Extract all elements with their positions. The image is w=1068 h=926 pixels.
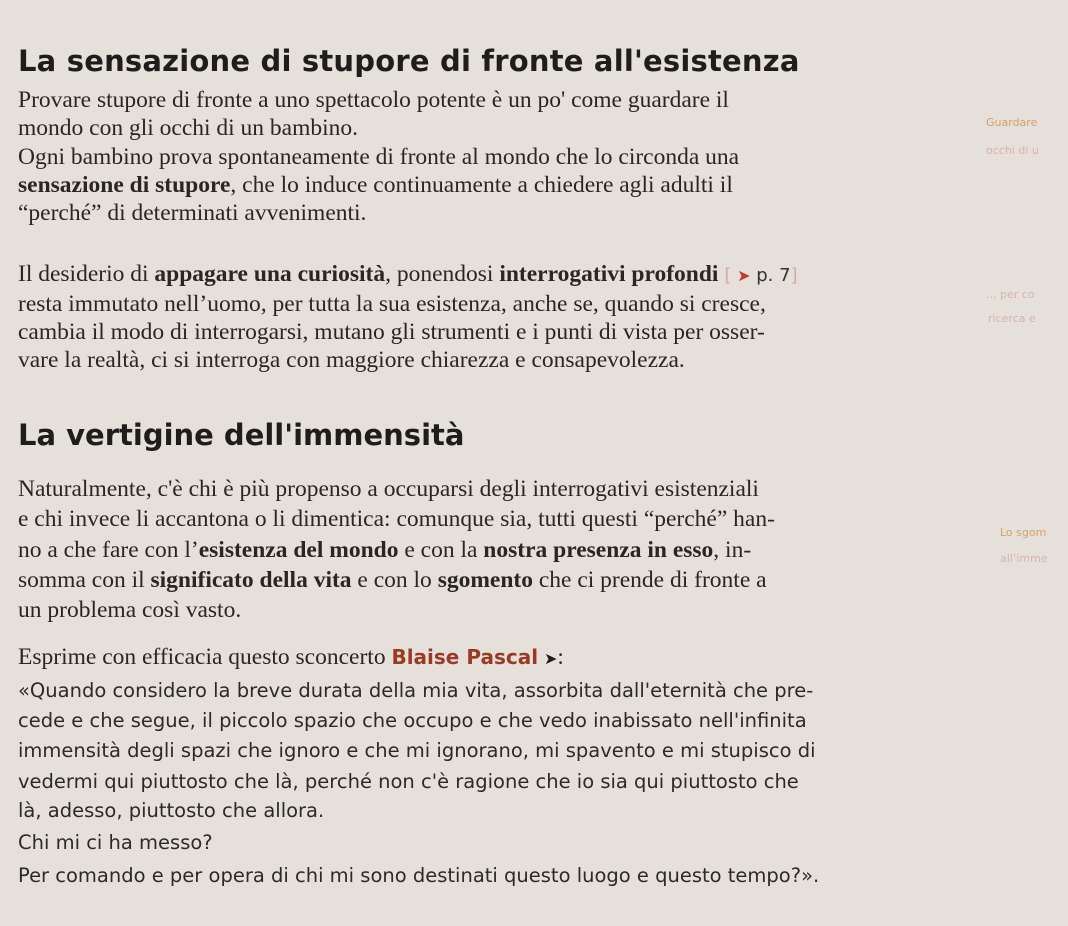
margin-note: Lo sgom	[1000, 526, 1047, 539]
paragraph-line: Esprime con efficacia questo sconcerto Blaise Pascal ➤:	[18, 644, 564, 670]
paragraph-line: vare la realtà, ci si interroga con maggiore chiarezza e consapevolezza.	[18, 347, 685, 373]
author-link-pascal[interactable]: Blaise Pascal	[391, 645, 539, 669]
quote-line: immensità degli spazi che ignoro e che mi ignorano, mi spavento e mi stupisco di	[18, 739, 816, 762]
paragraph-line: mondo con gli occhi di un bambino.	[18, 115, 359, 141]
bold-term: sensazione di stupore	[18, 172, 231, 198]
margin-note: occhi di u	[986, 144, 1039, 157]
quote-line: là, adesso, piuttosto che allora.	[18, 799, 325, 822]
bold-term: interrogativi profondi	[499, 261, 719, 287]
bold-term: esistenza del mondo	[198, 537, 399, 563]
margin-note: all’imme	[1000, 552, 1048, 565]
bold-term: significato della vita	[150, 567, 352, 593]
quote-line: Per comando e per opera di chi mi sono destinati questo luogo e questo tempo?».	[18, 864, 820, 887]
paragraph-line: e chi invece li accantona o li dimentica: comunque sia, tutti questi “perché” han-	[18, 506, 775, 532]
margin-note: Guardare	[986, 116, 1038, 129]
bold-term: nostra presenza in esso	[483, 537, 714, 563]
page-reference[interactable]: [ ➤ p. 7]	[724, 265, 798, 286]
paragraph-line: no a che fare con l’esistenza del mondo e con la nostra presenza in esso, in-	[18, 537, 752, 563]
paragraph-line: un problema così vasto.	[18, 597, 242, 623]
paragraph-line: somma con il significato della vita e con lo sgomento che ci prende di fronte a	[18, 567, 767, 593]
arrow-right-icon: ➤	[543, 651, 558, 668]
bold-term: appagare una curiosità	[154, 261, 386, 287]
paragraph-line: “perché” di determinati avvenimenti.	[18, 200, 367, 226]
paragraph-line: cambia il modo di interrogarsi, mutano gli strumenti e i punti di vista per osser-	[18, 319, 765, 345]
quote-line: cede e che segue, il piccolo spazio che occupo e che vedo inabissato nell'infinita	[18, 709, 807, 732]
paragraph-line: Ogni bambino prova spontaneamente di fronte al mondo che lo circonda una	[18, 144, 740, 170]
paragraph-line: resta immutato nell’uomo, per tutta la sua esistenza, anche se, quando si cresce,	[18, 291, 766, 317]
bold-term: sgomento	[437, 567, 533, 593]
quote-line: Chi mi ci ha messo?	[18, 831, 213, 854]
arrow-right-icon: ➤	[737, 266, 751, 285]
section-title-vertigine: La vertigine dell'immensità	[18, 418, 465, 452]
paragraph-line: Provare stupore di fronte a uno spettacolo potente è un po' come guardare il	[18, 87, 729, 113]
margin-note: ... per co	[986, 288, 1035, 301]
paragraph-line: Il desiderio di appagare una curiosità, ponendosi interrogativi profondi [ ➤ p. 7]	[18, 261, 798, 287]
quote-line: vedermi qui piuttosto che là, perché non c'è ragione che io sia qui piuttosto che	[18, 770, 799, 793]
margin-note: ricerca e	[988, 312, 1036, 325]
section-title-stupore: La sensazione di stupore di fronte all'esistenza	[18, 44, 800, 78]
paragraph-line: sensazione di stupore, che lo induce continuamente a chiedere agli adulti il	[18, 172, 733, 198]
quote-line: «Quando considero la breve durata della mia vita, assorbita dall'eternità che pre-	[18, 679, 814, 702]
paragraph-line: Naturalmente, c'è chi è più propenso a occuparsi degli interrogativi esistenziali	[18, 476, 759, 502]
